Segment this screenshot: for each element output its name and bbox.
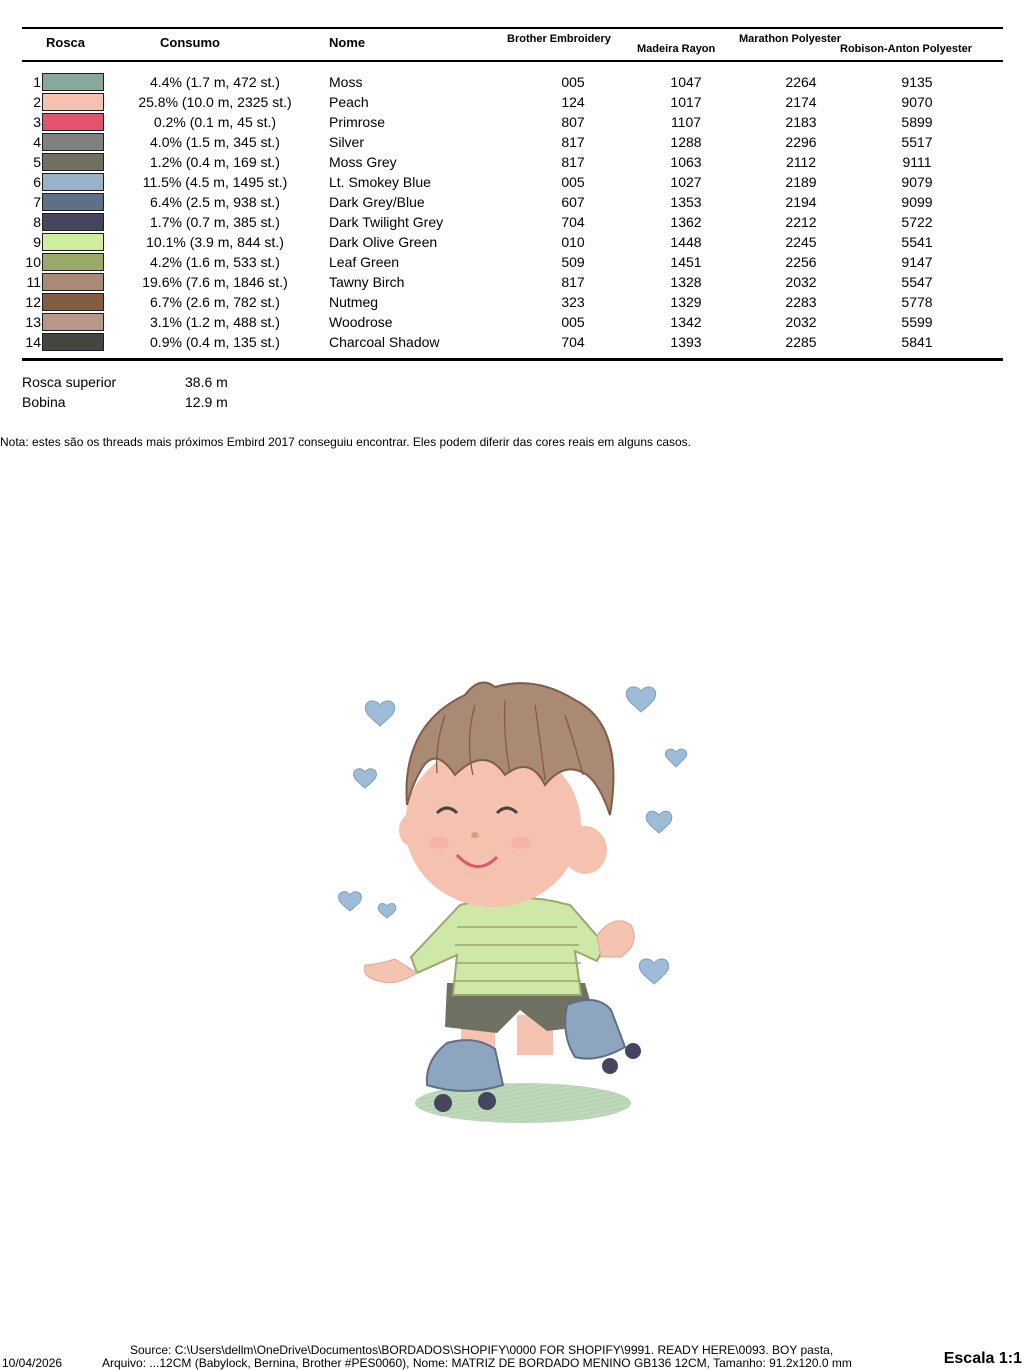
color-swatch	[42, 293, 104, 311]
table-row	[0, 332, 1024, 352]
row-nome: Moss	[329, 74, 363, 90]
row-marathon: 2183	[785, 114, 817, 130]
row-marathon: 2112	[785, 154, 817, 170]
row-nome: Dark Twilight Grey	[329, 214, 444, 230]
row-madeira: 1448	[670, 234, 702, 250]
row-brother: 005	[561, 74, 585, 90]
row-nome: Silver	[329, 134, 365, 150]
table-row	[0, 292, 1024, 312]
table-row	[0, 72, 1024, 92]
row-robison: 5722	[901, 214, 933, 230]
row-robison: 9099	[901, 194, 933, 210]
row-brother: 704	[561, 214, 585, 230]
row-marathon: 2283	[785, 294, 817, 310]
header-top-rule	[22, 27, 1003, 29]
color-swatch	[42, 133, 104, 151]
row-number: 2	[33, 94, 41, 110]
row-marathon: 2032	[785, 314, 817, 330]
table-row	[0, 212, 1024, 232]
row-madeira: 1329	[670, 294, 702, 310]
row-number: 3	[33, 114, 41, 130]
row-brother: 817	[561, 274, 585, 290]
table-bottom-rule	[22, 358, 1003, 361]
row-robison: 5841	[901, 334, 933, 350]
row-consumo: 10.1% (3.9 m, 844 st.)	[146, 234, 284, 250]
row-brother: 817	[561, 134, 585, 150]
row-consumo: 1.2% (0.4 m, 169 st.)	[150, 154, 280, 170]
header-consumo: Consumo	[160, 35, 220, 50]
row-number: 11	[26, 274, 41, 290]
row-consumo: 1.7% (0.7 m, 385 st.)	[150, 214, 280, 230]
row-number: 12	[25, 294, 41, 310]
row-madeira: 1362	[670, 214, 702, 230]
header-robison: Robison-Anton Polyester	[840, 43, 973, 55]
row-nome: Moss Grey	[329, 154, 397, 170]
footer-date: 10/04/2026	[2, 1356, 63, 1370]
row-marathon: 2174	[785, 94, 817, 110]
row-consumo: 6.7% (2.6 m, 782 st.)	[150, 294, 280, 310]
row-madeira: 1451	[670, 254, 702, 270]
row-consumo: 0.2% (0.1 m, 45 st.)	[153, 114, 277, 130]
row-marathon: 2296	[785, 134, 817, 150]
row-madeira: 1342	[670, 314, 702, 330]
scale-label: Escala 1:1	[943, 1350, 1022, 1367]
row-consumo: 4.4% (1.7 m, 472 st.)	[150, 74, 280, 90]
row-nome: Woodrose	[329, 314, 393, 330]
header-rosca: Rosca	[46, 35, 86, 50]
row-brother: 005	[561, 314, 585, 330]
row-number: 9	[33, 234, 41, 250]
row-number: 6	[33, 174, 41, 190]
color-swatch	[42, 233, 104, 251]
row-nome: Peach	[329, 94, 369, 110]
row-consumo: 4.2% (1.6 m, 533 st.)	[150, 254, 280, 270]
color-swatch	[42, 93, 104, 111]
row-brother: 807	[561, 114, 585, 130]
table-row	[0, 152, 1024, 172]
row-consumo: 19.6% (7.6 m, 1846 st.)	[142, 274, 288, 290]
row-brother: 607	[561, 194, 585, 210]
row-consumo: 6.4% (2.5 m, 938 st.)	[150, 194, 280, 210]
row-number: 13	[25, 314, 41, 330]
row-robison: 9079	[901, 174, 933, 190]
color-swatch	[42, 313, 104, 331]
row-nome: Primrose	[329, 114, 386, 130]
row-madeira: 1393	[670, 334, 702, 350]
row-brother: 124	[561, 94, 585, 110]
color-swatch	[42, 333, 104, 351]
footer-source: Source: C:\Users\dellm\OneDrive\Documentos\BORDADOS\SHOPIFY\0000 FOR SHOPIFY\9991. READY HERE\0093. BOY pasta,	[130, 1343, 834, 1357]
total-superior-label: Rosca superior	[22, 374, 117, 390]
header-nome: Nome	[329, 35, 366, 50]
row-nome: Leaf Green	[329, 254, 400, 270]
row-madeira: 1328	[670, 274, 702, 290]
row-robison: 9135	[901, 74, 933, 90]
row-number: 1	[33, 74, 41, 90]
row-madeira: 1017	[670, 94, 702, 110]
total-superior-value: 38.6 m	[185, 374, 228, 390]
row-madeira: 1288	[670, 134, 702, 150]
row-marathon: 2189	[785, 174, 817, 190]
row-number: 10	[25, 254, 41, 270]
table-row	[0, 132, 1024, 152]
table-row	[0, 232, 1024, 252]
row-nome: Charcoal Shadow	[329, 334, 440, 350]
row-number: 4	[33, 134, 41, 150]
row-brother: 323	[561, 294, 585, 310]
row-robison: 5541	[901, 234, 933, 250]
table-row	[0, 192, 1024, 212]
header-madeira: Madeira Rayon	[637, 43, 716, 55]
total-bobina-value: 12.9 m	[185, 394, 228, 410]
color-swatch	[42, 153, 104, 171]
table-row	[0, 112, 1024, 132]
row-brother: 817	[561, 154, 585, 170]
color-swatch	[42, 193, 104, 211]
row-robison: 9111	[902, 154, 932, 170]
row-nome: Tawny Birch	[329, 274, 405, 290]
row-madeira: 1027	[670, 174, 702, 190]
row-robison: 5547	[901, 274, 933, 290]
row-madeira: 1047	[670, 74, 702, 90]
color-swatch	[42, 73, 104, 91]
row-brother: 005	[561, 174, 585, 190]
row-number: 14	[25, 334, 41, 350]
row-number: 8	[33, 214, 41, 230]
header-bottom-rule	[22, 60, 1003, 62]
row-consumo: 25.8% (10.0 m, 2325 st.)	[138, 94, 292, 110]
row-number: 7	[33, 194, 41, 210]
row-number: 5	[33, 154, 41, 170]
embroidery-design-image	[335, 665, 695, 1125]
row-nome: Dark Olive Green	[329, 234, 438, 250]
color-swatch	[42, 113, 104, 131]
color-swatch	[42, 213, 104, 231]
row-marathon: 2245	[785, 234, 817, 250]
table-row	[0, 252, 1024, 272]
color-swatch	[42, 173, 104, 191]
row-consumo: 4.0% (1.5 m, 345 st.)	[150, 134, 280, 150]
row-robison: 9070	[901, 94, 933, 110]
row-madeira: 1063	[670, 154, 702, 170]
row-robison: 5599	[901, 314, 933, 330]
row-consumo: 3.1% (1.2 m, 488 st.)	[150, 314, 280, 330]
header-marathon: Marathon Polyester	[739, 33, 842, 45]
row-robison: 5778	[901, 294, 933, 310]
row-robison: 9147	[901, 254, 933, 270]
disclaimer-note: Nota: estes são os threads mais próximos Embird 2017 conseguiu encontrar. Eles podem diferir das cores reais em alguns casos.	[0, 435, 692, 449]
row-marathon: 2194	[785, 194, 817, 210]
table-row	[0, 272, 1024, 292]
row-madeira: 1107	[670, 114, 702, 130]
total-bobina-label: Bobina	[22, 394, 66, 410]
row-marathon: 2285	[785, 334, 817, 350]
row-marathon: 2264	[785, 74, 817, 90]
table-row	[0, 172, 1024, 192]
color-swatch	[42, 273, 104, 291]
row-robison: 5517	[901, 134, 933, 150]
header-brother: Brother Embroidery	[507, 33, 611, 45]
table-row	[0, 312, 1024, 332]
row-consumo: 11.5% (4.5 m, 1495 st.)	[142, 174, 288, 190]
row-brother: 704	[561, 334, 585, 350]
footer-arquivo: Arquivo: ...12CM (Babylock, Bernina, Brother #PES0060), Nome: MATRIZ DE BORDADO MENINO GB136 12CM, Tamanho: 91.2x120.0 mm	[102, 1356, 852, 1370]
row-nome: Dark Grey/Blue	[329, 194, 425, 210]
row-marathon: 2212	[785, 214, 817, 230]
row-brother: 010	[561, 234, 585, 250]
row-brother: 509	[561, 254, 585, 270]
row-madeira: 1353	[670, 194, 702, 210]
color-swatch	[42, 253, 104, 271]
row-nome: Nutmeg	[329, 294, 379, 310]
row-marathon: 2256	[785, 254, 817, 270]
row-consumo: 0.9% (0.4 m, 135 st.)	[150, 334, 280, 350]
row-marathon: 2032	[785, 274, 817, 290]
row-robison: 5899	[901, 114, 933, 130]
table-row	[0, 92, 1024, 112]
row-nome: Lt. Smokey Blue	[329, 174, 431, 190]
